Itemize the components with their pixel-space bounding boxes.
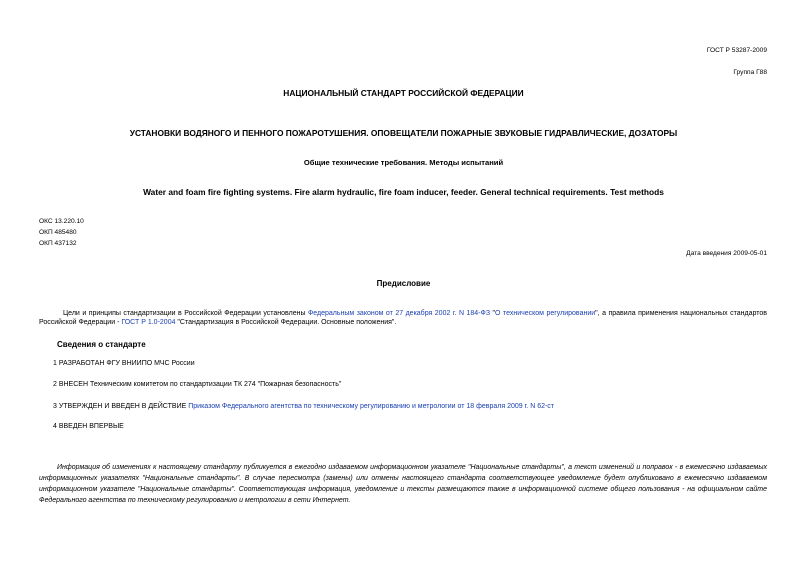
gost-link[interactable]: ГОСТ Р 1.0-2004 xyxy=(121,319,176,327)
okp-code-2: ОКП 437132 xyxy=(39,240,77,247)
about-item-2: 2 ВНЕСЕН Техническим комитетом по стандартизации ТК 274 "Пожарная безопасность" xyxy=(53,381,342,388)
foreword-text-3: ", а правила применения национальных стандартов Российской Федерации - xyxy=(39,310,767,327)
national-standard-title: НАЦИОНАЛЬНЫЙ СТАНДАРТ РОССИЙСКОЙ ФЕДЕРАЦИИ xyxy=(283,88,524,98)
okp-code-1: ОКП 485480 xyxy=(39,229,77,236)
main-title: УСТАНОВКИ ВОДЯНОГО И ПЕННОГО ПОЖАРОТУШЕНИЯ. ОПОВЕЩАТЕЛИ ПОЖАРНЫЕ ЗВУКОВЫЕ ГИДРАВЛИЧЕСКИЕ, ДОЗАТОРЫ xyxy=(129,128,678,138)
foreword-text-1: Цели и принципы стандартизации в Российской Федерации установлены xyxy=(63,310,308,317)
oks-code: ОКС 13.220.10 xyxy=(39,218,84,225)
foreword-text-2: " xyxy=(490,310,496,317)
federal-law-link[interactable]: Федеральным законом от 27 декабря 2002 г. N 184-ФЗ xyxy=(307,310,491,317)
subtitle: Общие технические требования. Методы испытаний xyxy=(303,158,504,167)
group-code: Группа Г88 xyxy=(733,69,767,76)
tech-regulation-link[interactable]: О техническом регулировании xyxy=(495,310,596,317)
about-item-3-text: 3 УТВЕРЖДЕН И ВВЕДЕН В ДЕЙСТВИЕ xyxy=(53,403,189,410)
foreword-heading: Предисловие xyxy=(376,279,431,288)
foreword-text-4: "Стандартизация в Российской Федерации. Основные положения". xyxy=(175,319,397,327)
intro-date: Дата введения 2009-05-01 xyxy=(686,250,767,257)
foreword-paragraph xyxy=(39,309,767,328)
notice-paragraph: Информация об изменениях к настоящему стандарту публикуется в ежегодно издаваемом информационном указателе "Национальные стандарты", а текст изменений и поправок - в ежемесячно издаваемых информационных указателях "Национальные стандарты". В случае пересмотра (замены) или отмены настоящего стандарта соответствующее уведомление будет опубликовано в ежемесячно издаваемом информационном указателе "Национальные стандарты". Соответствующая информация, уведомление и тексты размещаются также в информационной системе общего пользования - на официальном сайте Федерального агентства по техническому регулированию и метрологии в сети Интернет. xyxy=(39,464,767,504)
about-item-4: 4 ВВЕДЕН ВПЕРВЫЕ xyxy=(53,423,124,430)
doc-number: ГОСТ Р 53287-2009 xyxy=(706,47,767,54)
about-item-1: 1 РАЗРАБОТАН ФГУ ВНИИПО МЧС России xyxy=(53,360,195,367)
about-heading: Сведения о стандарте xyxy=(57,340,146,349)
order-link[interactable]: Приказом Федерального агентства по техническому регулированию и метрологии от 18 февраля 2009 г. N 62-ст xyxy=(188,403,555,410)
english-title: Water and foam fire fighting systems. Fire alarm hydraulic, fire foam inducer, feeder. General technical requirements. Test methods xyxy=(143,187,664,197)
about-item-3 xyxy=(53,402,554,411)
